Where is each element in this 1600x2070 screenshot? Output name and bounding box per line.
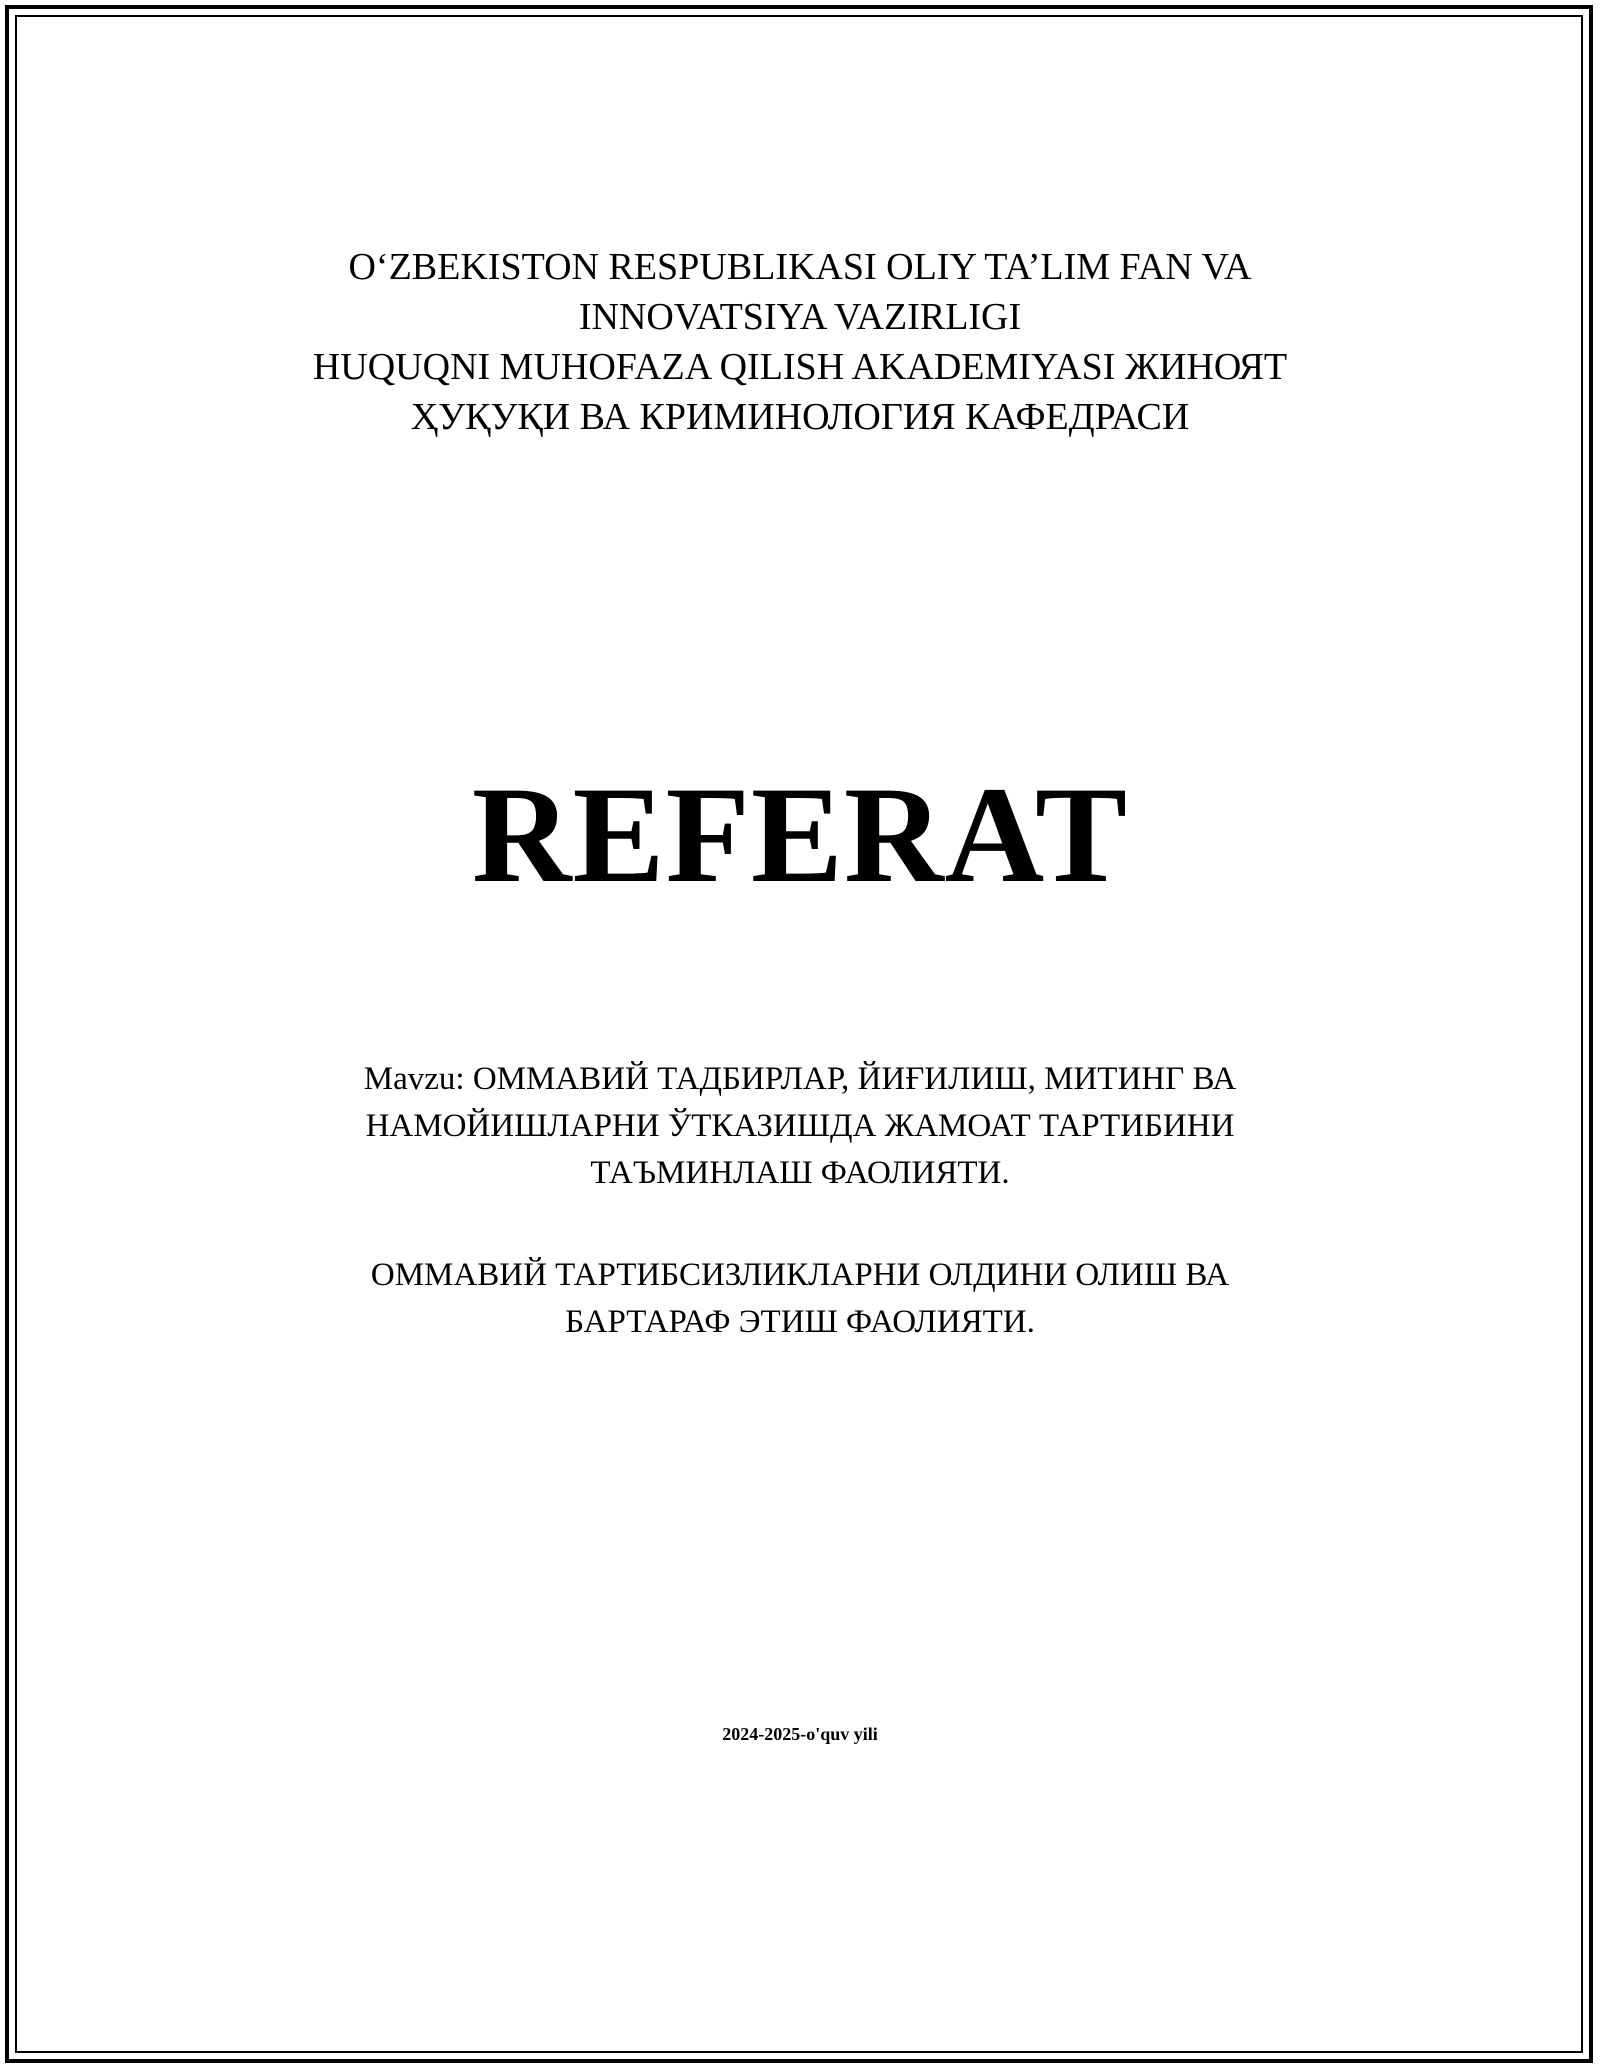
subtopic-line-2: БАРТАРАФ ЭТИШ ФАОЛИЯТИ. <box>565 1304 1035 1340</box>
subtopic-block <box>0 1252 1600 1346</box>
topic-line-3: ТАЪМИНЛАШ ФАОЛИЯТИ. <box>590 1155 1010 1191</box>
topic-line-1: Mavzu: ОММАВИЙ ТАДБИРЛАР, ЙИҒИЛИШ, МИТИНГ ВА <box>363 1061 1237 1097</box>
academic-year: 2024-2025-o'quv yili <box>722 1724 878 1744</box>
topic-block <box>0 1056 1600 1197</box>
institution-header <box>0 242 1600 442</box>
header-line-3: HUQUQNI MUHOFAZA QILISH AKADEMIYASI ЖИНОЯТ <box>312 346 1288 388</box>
header-line-2: INNOVATSIYA VAZIRLIGI <box>578 296 1022 338</box>
subtopic-line-1: ОММАВИЙ ТАРТИБСИЗЛИКЛАРНИ ОЛДИНИ ОЛИШ ВА <box>370 1257 1230 1293</box>
topic-line-2: НАМОЙИШЛАРНИ ЎТКАЗИШДА ЖАМОАТ ТАРТИБИНИ <box>365 1108 1235 1144</box>
document-title: REFERAT <box>471 758 1129 911</box>
header-line-4: ҲУҚУҚИ ВА КРИМИНОЛОГИЯ КАФЕДРАСИ <box>410 396 1190 438</box>
header-line-1: O‘ZBEKISTON RESPUBLIKASI OLIY TA’LIM FAN VA <box>348 246 1252 288</box>
